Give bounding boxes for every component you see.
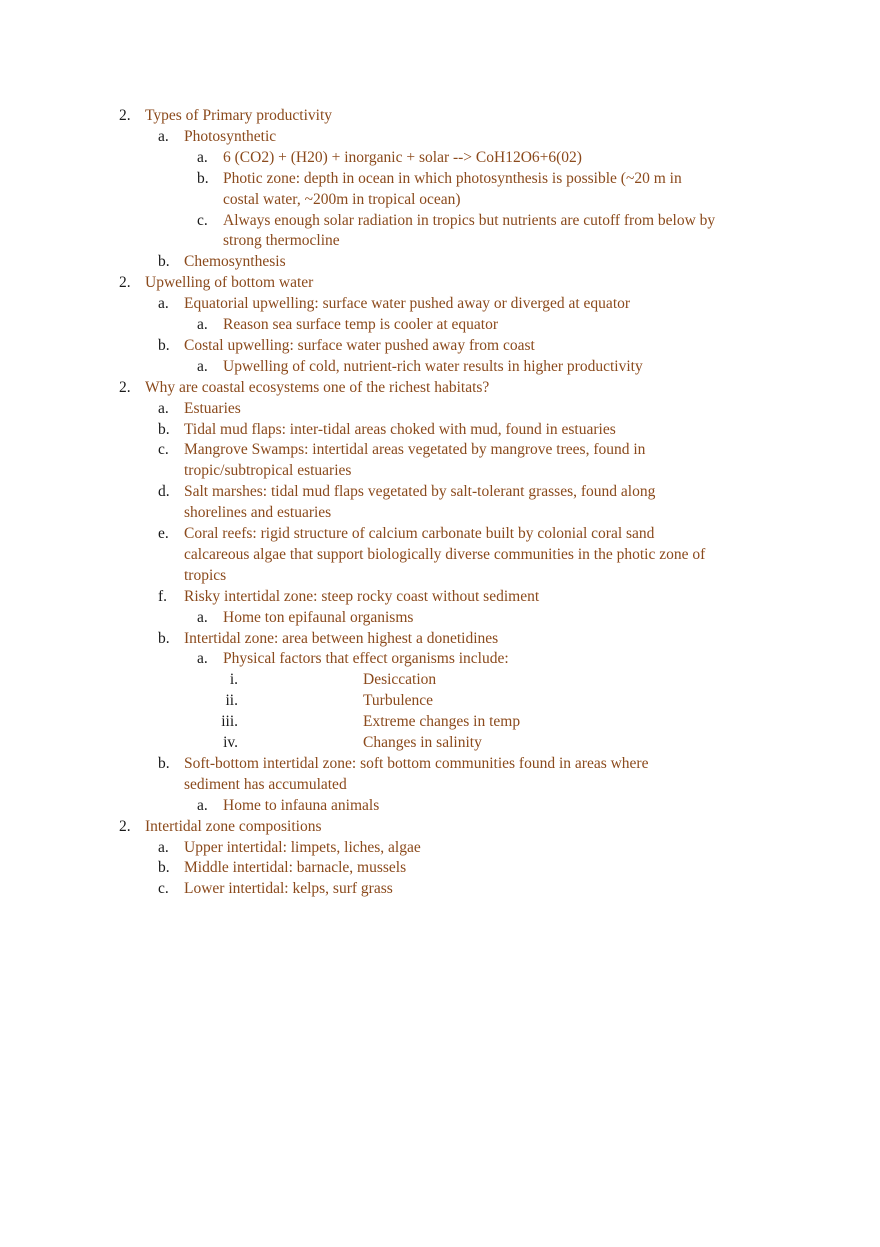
list-marker: d. (158, 483, 170, 501)
list-item-text: Salt marshes: tidal mud flaps vegetated by salt-tolerant grasses, found along (184, 483, 656, 501)
list-item-text: tropic/subtropical estuaries (184, 462, 352, 480)
list-item-continuation (0, 544, 880, 565)
list-item (0, 690, 880, 711)
list-item-text: Extreme changes in temp (363, 713, 521, 731)
list-item-text: tropics (184, 566, 227, 584)
list-marker: c. (158, 880, 169, 898)
list-item (0, 523, 880, 544)
list-marker: ii. (225, 692, 238, 710)
list-marker: a. (158, 838, 169, 856)
list-marker: 2. (119, 817, 131, 835)
list-item-continuation (0, 774, 880, 795)
list-marker: a. (158, 399, 169, 417)
list-marker: 2. (119, 378, 131, 396)
list-item (0, 732, 880, 753)
list-item-continuation (0, 502, 880, 523)
list-item-text: costal water, ~200m in tropical ocean) (223, 190, 461, 208)
list-item (0, 753, 880, 774)
list-item (0, 669, 880, 690)
list-item-text: calcareous algae that support biologically diverse communities in the photic zone of (184, 545, 706, 563)
list-marker: a. (197, 796, 208, 814)
list-item (0, 648, 880, 669)
list-item-continuation (0, 565, 880, 586)
list-item-text: Coral reefs: rigid structure of calcium carbonate built by colonial coral sand (184, 525, 655, 542)
list-item (0, 607, 880, 628)
list-marker: iv. (223, 734, 238, 751)
list-item (0, 837, 880, 858)
list-item-text: Upper intertidal: limpets, liches, algae (184, 838, 421, 856)
list-marker: 2. (119, 274, 131, 292)
list-item (0, 335, 880, 356)
list-item (0, 377, 880, 398)
list-marker: a. (158, 295, 169, 313)
list-item-text: Always enough solar radiation in tropics but nutrients are cutoff from below by (223, 211, 716, 229)
list-item-text: 6 (CO2) + (H20) + inorganic + solar --> CoH12O6+6(02) (223, 148, 582, 166)
list-item (0, 251, 880, 272)
list-item-text: Reason sea surface temp is cooler at equator (223, 316, 499, 333)
list-marker: f. (158, 587, 168, 605)
list-item (0, 586, 880, 607)
list-item-text: Middle intertidal: barnacle, mussels (184, 859, 407, 877)
list-item (0, 419, 880, 440)
list-item-continuation (0, 460, 880, 481)
list-marker: c. (197, 211, 208, 229)
list-item-text: Risky intertidal zone: steep rocky coast without sediment (184, 587, 540, 605)
list-item-text: Home to infauna animals (223, 796, 380, 814)
list-marker: b. (158, 859, 170, 877)
list-item (0, 878, 880, 899)
list-item-text: Intertidal zone: area between highest a donetidines (184, 629, 499, 647)
list-item-text: Home ton epifaunal organisms (223, 608, 414, 626)
list-marker: i. (229, 671, 238, 689)
list-marker: a. (197, 650, 208, 668)
list-item (0, 105, 880, 126)
list-marker: a. (158, 127, 169, 145)
list-item (0, 272, 880, 293)
list-item-text: Lower intertidal: kelps, surf grass (184, 880, 393, 898)
list-marker: b. (158, 336, 170, 354)
list-item (0, 147, 880, 168)
list-item (0, 210, 880, 231)
list-marker: b. (158, 754, 170, 772)
list-item-text: Mangrove Swamps: intertidal areas vegetated by mangrove trees, found in (184, 441, 646, 459)
list-item-text: strong thermocline (223, 232, 340, 250)
list-item (0, 126, 880, 147)
list-item-text: Intertidal zone compositions (145, 817, 322, 835)
list-item-text: Desiccation (363, 671, 437, 689)
list-item-continuation (0, 189, 880, 210)
list-item-text: Tidal mud flaps: inter-tidal areas choked with mud, found in estuaries (184, 420, 616, 438)
list-item-text: Changes in salinity (363, 734, 482, 751)
list-marker: e. (158, 525, 169, 542)
list-item (0, 628, 880, 649)
list-item (0, 711, 880, 732)
list-item-text: Types of Primary productivity (145, 107, 333, 124)
list-item-text: Chemosynthesis (184, 253, 286, 271)
list-item-text: Photic zone: depth in ocean in which photosynthesis is possible (~20 m in (223, 169, 682, 187)
list-marker: iii. (221, 713, 238, 731)
list-item-text: Upwelling of cold, nutrient-rich water results in higher productivity (223, 357, 643, 375)
list-item-text: Estuaries (184, 399, 241, 417)
list-item-text: Soft-bottom intertidal zone: soft bottom communities found in areas where (184, 754, 649, 772)
list-marker: a. (197, 316, 208, 333)
list-item-text: Turbulence (363, 692, 434, 710)
list-item-text: shorelines and estuaries (184, 504, 332, 522)
list-marker: a. (197, 608, 208, 626)
list-item-text: Why are coastal ecosystems one of the richest habitats? (145, 378, 490, 396)
list-item-text: Upwelling of bottom water (145, 274, 314, 292)
list-item (0, 314, 880, 335)
list-item (0, 857, 880, 878)
list-item-text: Costal upwelling: surface water pushed away from coast (184, 336, 535, 354)
list-item (0, 398, 880, 419)
list-item-text: Physical factors that effect organisms include: (223, 650, 509, 668)
list-item (0, 439, 880, 460)
list-marker: a. (197, 148, 208, 166)
list-item-text: sediment has accumulated (184, 775, 347, 793)
list-marker: a. (197, 357, 208, 375)
list-marker: b. (158, 253, 170, 271)
list-item-text: Photosynthetic (184, 127, 277, 145)
list-marker: c. (158, 441, 169, 459)
list-item (0, 168, 880, 189)
list-item (0, 816, 880, 837)
list-marker: 2. (119, 107, 131, 124)
list-marker: b. (158, 420, 170, 438)
list-item (0, 481, 880, 502)
list-item (0, 356, 880, 377)
list-marker: b. (197, 169, 209, 187)
list-item (0, 795, 880, 816)
list-marker: b. (158, 629, 170, 647)
list-item (0, 293, 880, 314)
list-item-text: Equatorial upwelling: surface water pushed away or diverged at equator (184, 295, 631, 313)
list-item-continuation (0, 230, 880, 251)
